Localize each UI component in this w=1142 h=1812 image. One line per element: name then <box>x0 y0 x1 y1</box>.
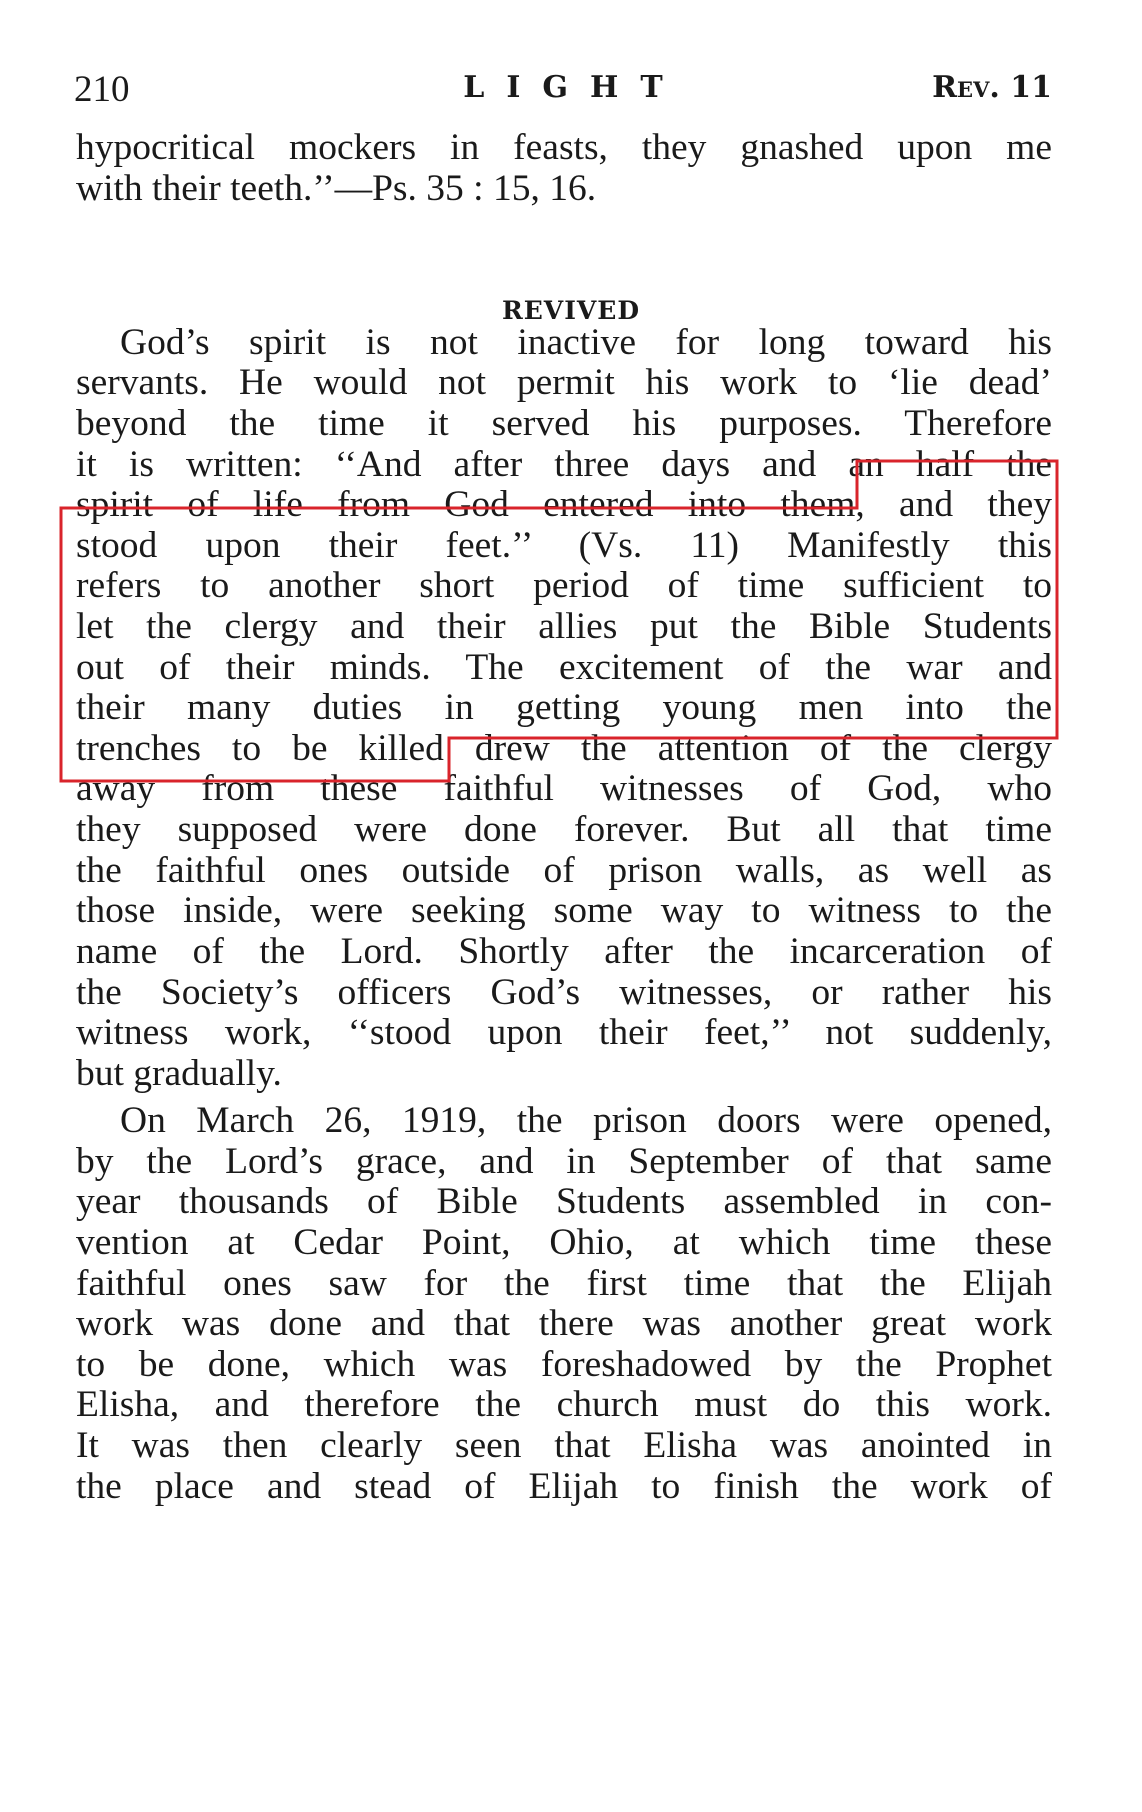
chapter-reference: Rev. 11 <box>932 70 1052 105</box>
text-line: trenches to be killed drew the attention of the clergy <box>76 728 1052 769</box>
text-line: faithful ones saw for the first time that the Elijah <box>76 1263 1052 1304</box>
text-line: those inside, were seeking some way to witness to the <box>76 890 1052 931</box>
text-line: to be done, which was foreshadowed by the Prophet <box>76 1344 1052 1385</box>
text-line: let the clergy and their allies put the Bible Students <box>76 606 1052 647</box>
text-line: work was done and that there was another great work <box>76 1303 1052 1344</box>
section-heading: REVIVED <box>501 296 641 325</box>
text-line: beyond the time it served his purposes. Therefore <box>76 403 1052 444</box>
text-line: God’s spirit is not inactive for long toward his <box>120 322 1052 363</box>
text-line: refers to another short period of time sufficient to <box>76 565 1052 606</box>
running-title: LIGHT <box>463 70 685 105</box>
text-line: Elisha, and therefore the church must do this work. <box>76 1384 1052 1425</box>
text-line: hypocritical mockers in feasts, they gnashed upon me <box>76 127 1052 168</box>
text-line: witness work, ‘‘stood upon their feet,’’ not suddenly, <box>76 1012 1052 1053</box>
text-line: spirit of life from God entered into them, and they <box>76 484 1052 525</box>
page-number: 210 <box>74 69 130 110</box>
text-line: out of their minds. The excitement of the war and <box>76 647 1052 688</box>
text-line: by the Lord’s grace, and in September of that same <box>76 1141 1052 1182</box>
text-line: away from these faithful witnesses of God, who <box>76 768 1052 809</box>
text-line: but gradually. <box>76 1053 282 1094</box>
text-line: with their teeth.’’—Ps. 35 : 15, 16. <box>76 168 597 209</box>
text-line: they supposed were done forever. But all that time <box>76 809 1052 850</box>
text-line: year thousands of Bible Students assembled in con- <box>76 1181 1052 1222</box>
text-line: On March 26, 1919, the prison doors were opened, <box>120 1100 1052 1141</box>
text-line: vention at Cedar Point, Ohio, at which time these <box>76 1222 1052 1263</box>
text-line: It was then clearly seen that Elisha was anointed in <box>76 1425 1052 1466</box>
page-header <box>74 68 1052 118</box>
text-line: the place and stead of Elijah to finish the work of <box>76 1466 1052 1507</box>
text-line: their many duties in getting young men into the <box>76 687 1052 728</box>
text-line: the Society’s officers God’s witnesses, or rather his <box>76 972 1052 1013</box>
text-line: the faithful ones outside of prison walls, as well as <box>76 850 1052 891</box>
text-line: stood upon their feet.’’ (Vs. 11) Manifestly this <box>76 525 1052 566</box>
text-line: servants. He would not permit his work to ‘lie dead’ <box>76 362 1052 403</box>
text-line: it is written: ‘‘And after three days and an half the <box>76 444 1052 485</box>
text-line: name of the Lord. Shortly after the incarceration of <box>76 931 1052 972</box>
